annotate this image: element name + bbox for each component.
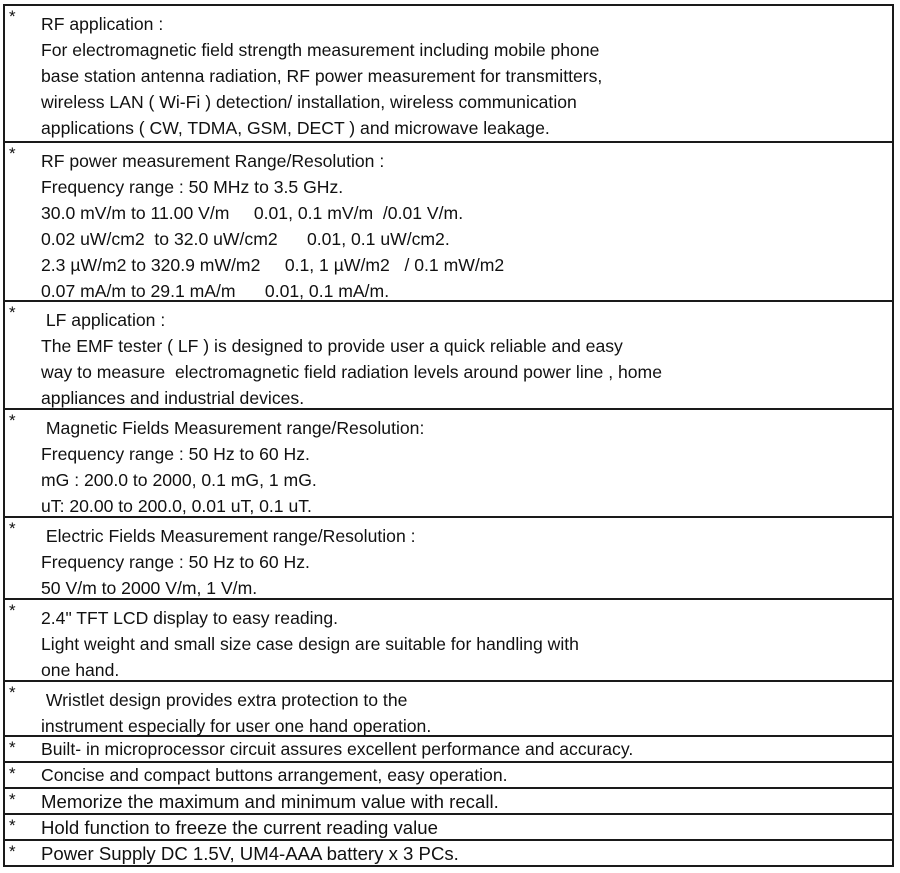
bullet-marker: *: [9, 7, 16, 26]
spec-text: [5, 682, 892, 739]
spec-line: uT: 20.00 to 200.0, 0.01 uT, 0.1 uT.: [41, 496, 312, 516]
spec-line: way to measure electromagnetic field radiation levels around power line , home: [41, 362, 662, 382]
spec-line: 30.0 mV/m to 11.00 V/m 0.01, 0.1 mV/m /0.01 V/m.: [41, 203, 464, 223]
spec-line: Power Supply DC 1.5V, UM4-AAA battery x 3 PCs.: [41, 843, 459, 864]
spec-heading: LF application :: [41, 310, 166, 330]
bullet-marker: *: [9, 764, 16, 783]
spec-line: 0.02 uW/cm2 to 32.0 uW/cm2 0.01, 0.1 uW/cm2.: [41, 229, 450, 249]
spec-text: [5, 841, 892, 866]
spec-line: 2.3 µW/m2 to 320.9 mW/m2 0.1, 1 µW/m2 / 0.1 mW/m2: [41, 255, 505, 275]
spec-line: The EMF tester ( LF ) is designed to provide user a quick reliable and easy: [41, 336, 623, 356]
bullet-marker: *: [9, 144, 16, 163]
spec-text: [5, 737, 892, 762]
spec-heading: Electric Fields Measurement range/Resolution :: [41, 526, 416, 546]
spec-row-buttons: [5, 763, 892, 789]
spec-line: 50 V/m to 2000 V/m, 1 V/m.: [41, 578, 258, 598]
spec-line: Frequency range : 50 Hz to 60 Hz.: [41, 552, 310, 572]
spec-line: mG : 200.0 to 2000, 0.1 mG, 1 mG.: [41, 470, 317, 490]
spec-line: Frequency range : 50 Hz to 60 Hz.: [41, 444, 310, 464]
bullet-marker: *: [9, 842, 16, 861]
spec-line: Concise and compact buttons arrangement, easy operation.: [41, 765, 508, 785]
spec-line: 0.07 mA/m to 29.1 mA/m 0.01, 0.1 mA/m.: [41, 281, 390, 301]
spec-line: For electromagnetic field strength measurement including mobile phone: [41, 40, 600, 60]
spec-line: base station antenna radiation, RF power measurement for transmitters,: [41, 66, 603, 86]
spec-row-magnetic-fields: [5, 410, 892, 518]
spec-heading: 2.4" TFT LCD display to easy reading.: [41, 608, 339, 628]
spec-line: applications ( CW, TDMA, GSM, DECT ) and microwave leakage.: [41, 118, 550, 138]
spec-row-rf-application: [5, 6, 892, 143]
spec-text: [5, 789, 892, 814]
spec-row-lf-application: [5, 302, 892, 410]
spec-row-hold-function: [5, 815, 892, 841]
spec-line: one hand.: [41, 660, 120, 680]
spec-text: [5, 600, 892, 683]
spec-text: [5, 410, 892, 519]
spec-line: Memorize the maximum and minimum value with recall.: [41, 791, 499, 812]
spec-text: [5, 143, 892, 304]
bullet-marker: *: [9, 816, 16, 835]
spec-row-electric-fields: [5, 518, 892, 600]
bullet-marker: *: [9, 738, 16, 757]
spec-text: [5, 6, 892, 141]
spec-row-power-supply: [5, 841, 892, 867]
spec-row-lcd-display: [5, 600, 892, 682]
spec-text: [5, 518, 892, 601]
bullet-marker: *: [9, 303, 16, 322]
spec-line: Light weight and small size case design are suitable for handling with: [41, 634, 579, 654]
spec-text: [5, 302, 892, 411]
spec-heading: RF application :: [41, 14, 164, 34]
spec-line: instrument especially for user one hand operation.: [41, 716, 432, 736]
spec-line: Built- in microprocessor circuit assures excellent performance and accuracy.: [41, 739, 634, 759]
spec-line: appliances and industrial devices.: [41, 388, 305, 408]
spec-heading: RF power measurement Range/Resolution :: [41, 151, 385, 171]
bullet-marker: *: [9, 519, 16, 538]
spec-heading: Magnetic Fields Measurement range/Resolution:: [41, 418, 425, 438]
bullet-marker: *: [9, 601, 16, 620]
spec-row-wristlet: [5, 682, 892, 737]
spec-line: Frequency range : 50 MHz to 3.5 GHz.: [41, 177, 344, 197]
spec-text: [5, 763, 892, 788]
spec-line: wireless LAN ( Wi-Fi ) detection/ installation, wireless communication: [41, 92, 577, 112]
bullet-marker: *: [9, 411, 16, 430]
bullet-marker: *: [9, 790, 16, 809]
spec-row-rf-power-range: [5, 143, 892, 302]
spec-heading: Wristlet design provides extra protection to the: [41, 690, 408, 710]
spec-line: Hold function to freeze the current reading value: [41, 817, 438, 838]
spec-row-memorize: [5, 789, 892, 815]
bullet-marker: *: [9, 683, 16, 702]
spec-text: [5, 815, 892, 840]
spec-table: [3, 4, 894, 867]
spec-row-microprocessor: [5, 737, 892, 763]
